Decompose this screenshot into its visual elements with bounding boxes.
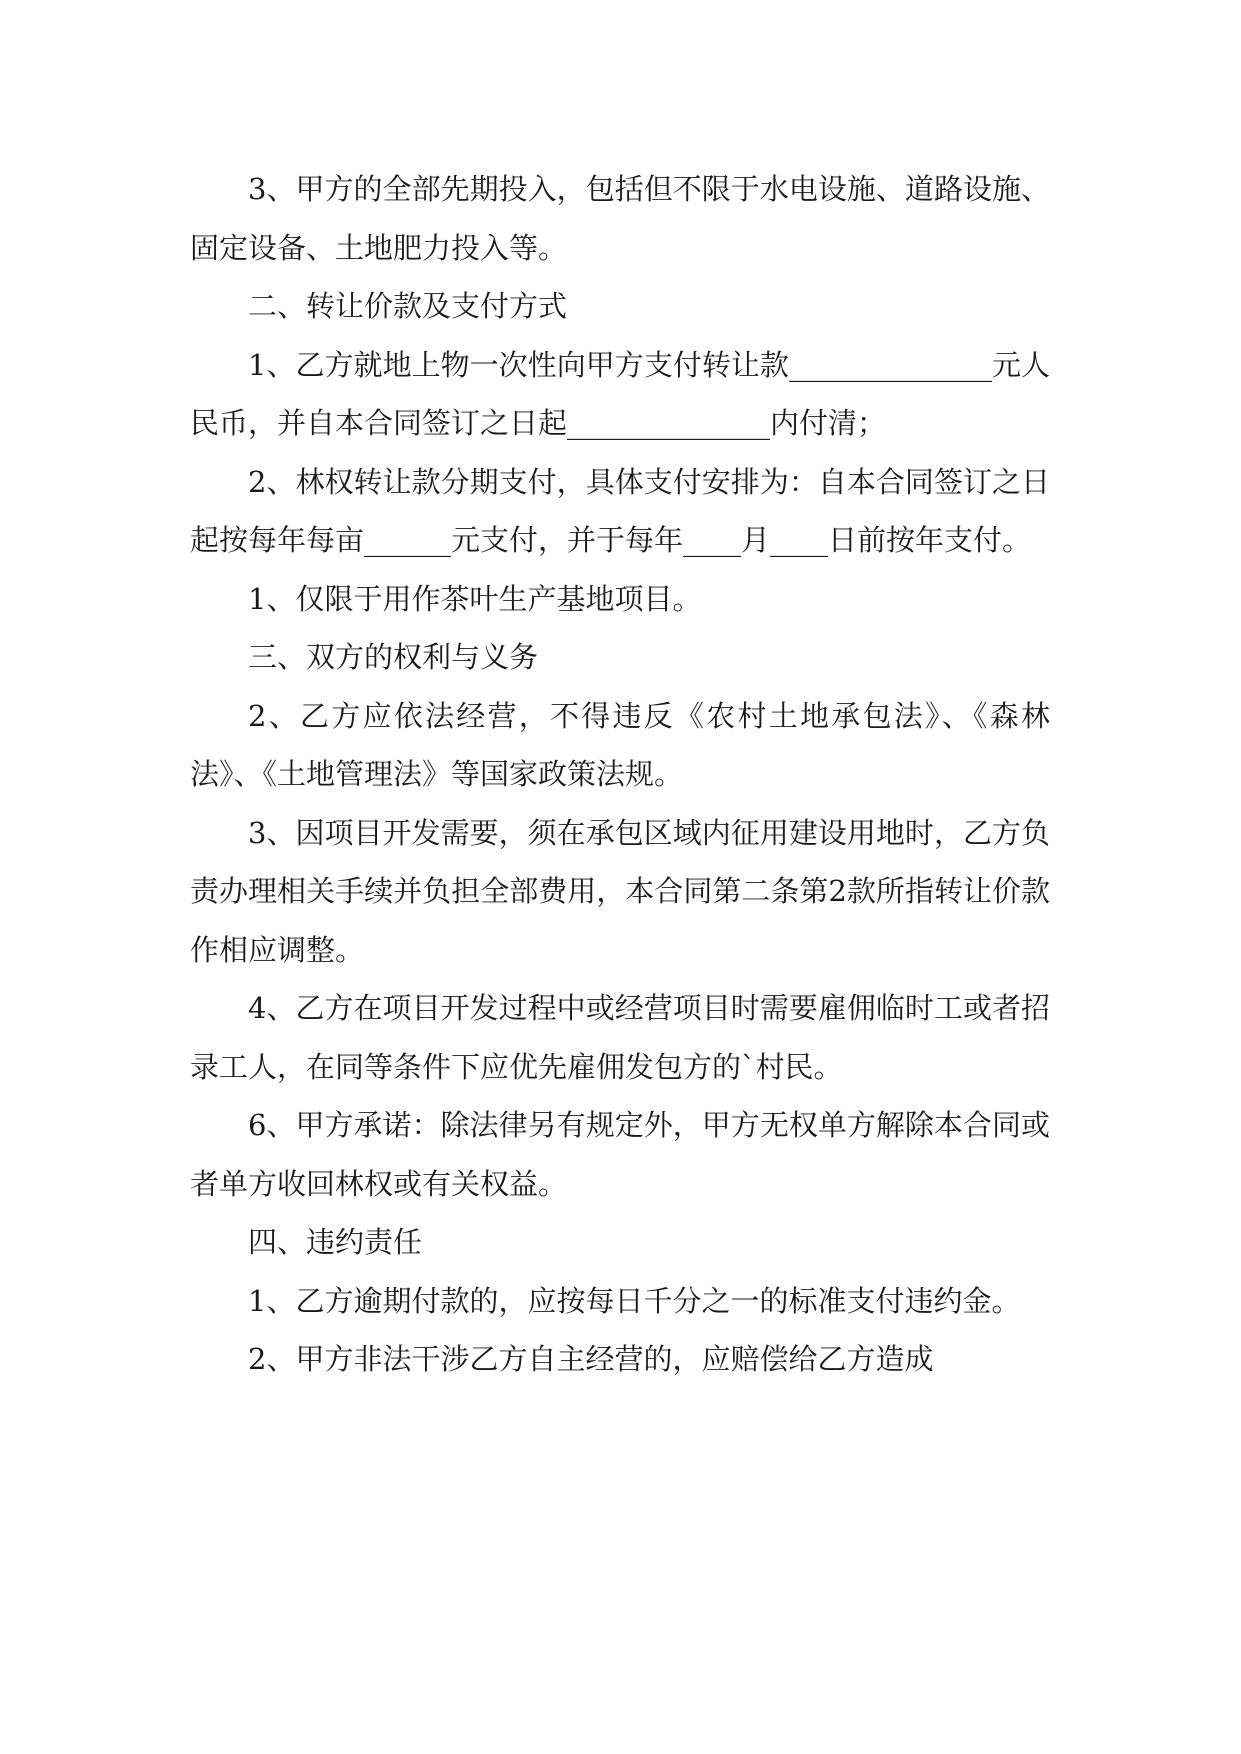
paragraph-installment: 2、林权转让款分期支付，具体支付安排为：自本合同签订之日起按每年每亩______元支付，并于每年____月____日前按年支付。 [190, 464, 1050, 557]
document-body [190, 160, 1050, 1389]
section-heading-payment: 二、转让价款及支付方式 [248, 289, 568, 323]
section-heading-rights: 三、双方的权利与义务 [248, 640, 539, 674]
paragraph-commitment: 6、甲方承诺：除法律另有规定外，甲方无权单方解除本合同或者单方收回林权或有关权益。 [190, 1108, 1050, 1201]
section-heading-liability: 四、违约责任 [248, 1225, 423, 1259]
paragraph-land-use: 3、因项目开发需要，须在承包区域内征用建设用地时，乙方负责办理相关手续并负担全部费用，本合同第二条第2款所指转让价款作相应调整。 [190, 815, 1050, 967]
paragraph-hiring: 4、乙方在项目开发过程中或经营项目时需要雇佣临时工或者招录工人，在同等条件下应优先雇佣发包方的`村民。 [190, 991, 1050, 1084]
paragraph-investment: 3、甲方的全部先期投入，包括但不限于水电设施、道路设施、固定设备、土地肥力投入等。 [190, 172, 1050, 265]
paragraph-late-payment: 1、乙方逾期付款的，应按每日千分之一的标准支付违约金。 [248, 1283, 1021, 1318]
paragraph-lawful-operation: 2、乙方应依法经营，不得违反《农村土地承包法》、《森林法》、《土地管理法》等国家政策法规。 [190, 698, 1050, 791]
paragraph-lump-sum: 1、乙方就地上物一次性向甲方支付转让款______________元人民币，并自本合同签订之日起______________内付清； [190, 347, 1050, 440]
paragraph-interference: 2、甲方非法干涉乙方自主经营的，应赔偿给乙方造成 [248, 1342, 934, 1376]
paragraph-usage: 1、仅限于用作茶叶生产基地项目。 [248, 581, 702, 616]
